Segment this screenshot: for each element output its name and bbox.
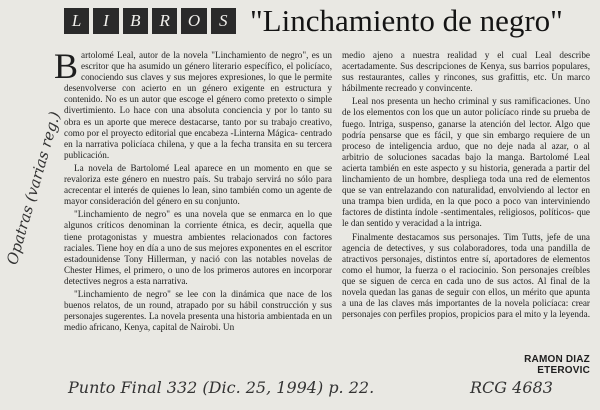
paragraph-text: artolomé Leal, autor de la novela "Linchamiento de negro", es un escritor que ha asumido un género literario específico, el policíaco, conociendo sus claves y sus mejores expresiones, lo que le permite desenvolverse con acierto en un género exigente en estructura y contenido. No es un autor que escoge el género como pretexto o simple divertimiento. Lo hace con una absoluta conciencia y por lo tanto su obra es un aporte que merece destacarse, tanto por su trabajo creativo, como por el proyecto editorial que encabeza -Linterna Mágica- centrado en la narrativa policíaca chilena, y que a la fecha transita en su tercera publicación. <box>64 50 332 160</box>
article-paragraph: Leal nos presenta un hecho criminal y sus ramificaciones. Uno de los elementos con los que un autor policíaco rinde su prueba de fuego. Intriga, suspenso, ganarse la atención del lector. Algo que podría pensarse que es fácil, y que sin embargo requiere de un proceso de inteligencia arduo, que no deje nada al azar, o al arbitrio de soluciones sacadas bajo la manga. Bartolomé Leal acierta también en este aspecto y su historia, generada a partir del linchamiento de un hombre, despliega toda una red de elementos que se van entrelazando con naturalidad, envolviendo al lector en una trampa bien urdida, en la que poco a poco van interviniendo factores de distinta índole -sentimentales, religiosos, políticos- que le dan sentido y veracidad a la intriga. <box>342 96 590 229</box>
handwritten-source-citation: Punto Final 332 (Dic. 25, 1994) p. 22. <box>68 378 375 397</box>
drop-cap: B <box>54 46 79 86</box>
handwritten-margin-note: Opatras (varias reg.) <box>3 109 64 267</box>
section-letter: S <box>211 8 236 34</box>
section-letter: I <box>93 8 118 34</box>
section-letter: B <box>123 8 148 34</box>
article-headline: "Linchamiento de negro" <box>250 3 563 38</box>
article-column-left <box>54 46 332 333</box>
article-paragraph: "Linchamiento de negro" es una novela que se enmarca en lo que algunos críticos denominan la corriente étnica, es decir, aquella que tiene protagonistas y muestra ambientes relacionados con factores raciales. Tiene hoy en día a uno de sus mejores exponentes en el escritor estadounidense Tony Hillerman, y nació con las notables novelas de Chester Himes, el primero, o uno de los primeros autores en incorporar detectives negros a esta narrativa. <box>64 209 332 286</box>
section-letter: R <box>152 8 177 34</box>
article-paragraph <box>54 46 332 161</box>
article-paragraph: "Linchamiento de negro" se lee con la dinámica que nace de los buenos relatos, de un round, atrapado por su hábil construcción y sus personajes sugerentes. La novela presenta una historia ambientada en un medio africano, Kenya, capital de Nairobi. Un <box>64 288 332 333</box>
section-label-libros <box>64 8 236 34</box>
section-letter: O <box>181 8 206 34</box>
handwritten-catalog-number: RCG 4683 <box>470 378 553 397</box>
article-paragraph: La novela de Bartolomé Leal aparece en un momento en que se revaloriza este género en nuestro país. Su trabajo servirá no sólo para acrecentar el interés de quienes lo lean, sino también como un agente de mayor consideración del género en su conjunto. <box>64 162 332 207</box>
article-paragraph: medio ajeno a nuestra realidad y el cual Leal describe acertadamente. Sus descripciones de Kenya, sus barrios populares, sus restaurantes, calles y rincones, sus grafittis, etc. Un marco hábilmente recreado y convincente. <box>342 50 590 94</box>
article-column-right <box>342 50 590 320</box>
section-letter: L <box>64 8 89 34</box>
author-byline: RAMON DIAZ ETEROVIC <box>524 354 590 376</box>
article-paragraph: Finalmente destacamos sus personajes. Tim Tutts, jefe de una agencia de detectives, y sus colaboradores, toda una pandilla de atractivos personajes, distintos entre sí, aportadores de elementos como el humor, la fuerza o el raciocinio. Son personajes creíbles que se siguen de cerca en cada uno de sus actos. Al final de la novela quedan las ganas de seguir con ellos, un mérito que apunta a una de las claves más importantes de la novela policíaca: crear personajes con perfiles propios, propicios para el mito y la leyenda. <box>342 231 590 320</box>
